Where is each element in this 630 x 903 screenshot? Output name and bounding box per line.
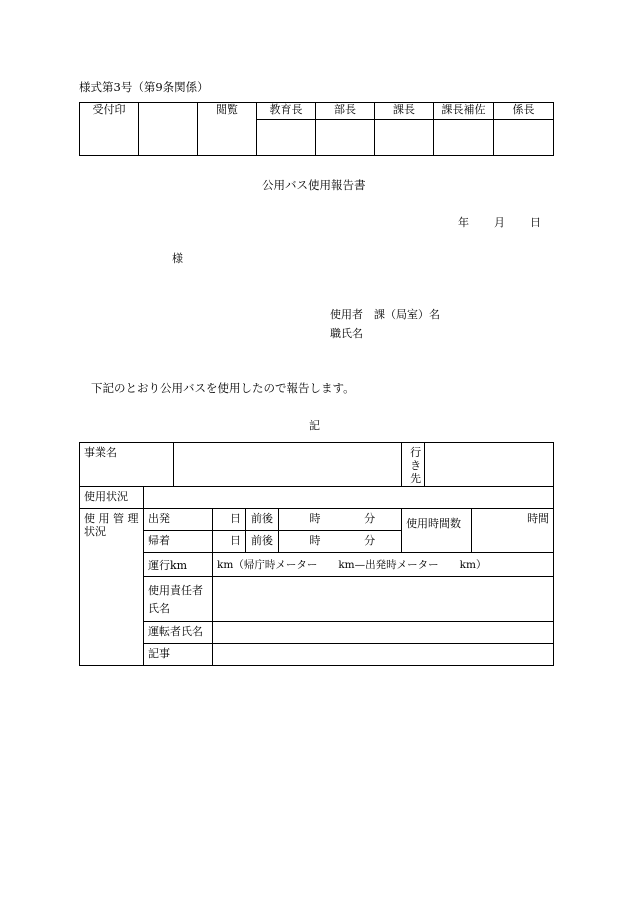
superintendent-header: 教育長: [257, 103, 316, 120]
user-department: 使用者 課（局室）名: [330, 308, 440, 321]
driver-label: 運転者氏名: [144, 621, 213, 643]
usage-time-field[interactable]: 時間: [472, 508, 554, 552]
usage-time-label: 使用時間数: [402, 508, 472, 552]
departure-hour[interactable]: 時: [279, 508, 325, 530]
approval-table: [79, 102, 554, 156]
viewing-cell: 閲覧: [198, 103, 257, 156]
return-ampm[interactable]: 前後: [246, 530, 279, 552]
usage-field[interactable]: [144, 486, 554, 508]
stamp-cell[interactable]: [257, 120, 316, 156]
return-day[interactable]: 日: [213, 530, 246, 552]
document-title: 公用バス使用報告書: [262, 178, 366, 192]
management-label: 使 用 管 理 状況: [80, 508, 144, 665]
event-label: 事業名: [80, 443, 174, 487]
driver-field[interactable]: [213, 621, 554, 643]
stamp-cell[interactable]: [434, 120, 494, 156]
stamp-cell[interactable]: [375, 120, 434, 156]
subsection-chief-header: 係長: [494, 103, 554, 120]
section-chief-header: 課長: [375, 103, 434, 120]
usage-label: 使用状況: [80, 486, 144, 508]
ki-heading: 記: [309, 419, 320, 432]
director-header: 部長: [316, 103, 375, 120]
stamp-cell[interactable]: [316, 120, 375, 156]
responsible-field[interactable]: [213, 576, 554, 621]
notes-label: 記事: [144, 643, 213, 665]
notes-field[interactable]: [213, 643, 554, 665]
responsible-label: 使用責任者氏名: [144, 576, 213, 621]
date-month: 月: [494, 216, 505, 229]
date-year: 年: [458, 216, 469, 229]
return-label: 帰着: [144, 530, 213, 552]
date-day: 日: [530, 216, 541, 229]
user-name: 職氏名: [330, 327, 363, 340]
destination-label: 行き先: [402, 443, 425, 487]
departure-minute[interactable]: 分: [325, 508, 402, 530]
departure-ampm[interactable]: 前後: [246, 508, 279, 530]
form-number: 様式第3号（第9条関係）: [79, 80, 209, 94]
departure-day[interactable]: 日: [213, 508, 246, 530]
distance-field[interactable]: km（帰庁時メーター km—出発時メーター km）: [213, 552, 554, 576]
destination-field[interactable]: [425, 443, 554, 487]
event-field[interactable]: [174, 443, 402, 487]
blank-cell: [139, 103, 198, 156]
stamp-cell[interactable]: [494, 120, 554, 156]
departure-label: 出発: [144, 508, 213, 530]
return-minute[interactable]: 分: [325, 530, 402, 552]
report-table: [79, 442, 554, 666]
assistant-chief-header: 課長補佐: [434, 103, 494, 120]
reception-stamp-cell: 受付印: [80, 103, 139, 156]
addressee-suffix: 様: [172, 252, 183, 265]
return-hour[interactable]: 時: [279, 530, 325, 552]
distance-label: 運行km: [144, 552, 213, 576]
intro-text: 下記のとおり公用バスを使用したので報告します。: [91, 381, 355, 395]
